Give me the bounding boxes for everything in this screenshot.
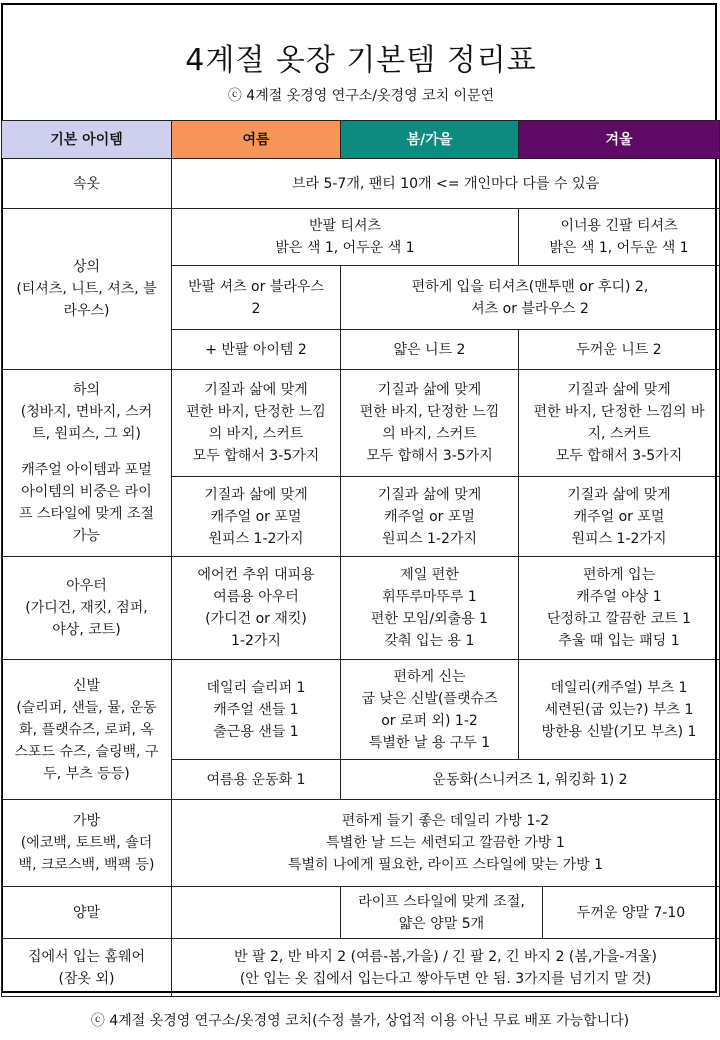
header-row xyxy=(2,121,720,159)
outer-label: 아우터 (가디건, 재킷, 점퍼, 야상, 코트) xyxy=(2,557,172,660)
outer-summer: 에어컨 추위 대피용 여름용 아우터 (가디건 or 재킷) 1-2가지 xyxy=(172,557,341,660)
underwear-content: 브라 5-7개, 팬티 10개 <= 개인마다 다를 수 있음 xyxy=(172,159,720,209)
row-bottoms-1 xyxy=(2,370,720,477)
socks-spring-fall: 라이프 스타일에 맞게 조절, 얇은 양말 5개 xyxy=(341,887,543,939)
page-title: 4계절 옷장 기본템 정리표 xyxy=(185,43,537,78)
shoes-sneakers: 운동화(스니커즈 1, 워킹화 1) 2 xyxy=(341,760,720,800)
wardrobe-table xyxy=(1,120,720,997)
tops-summer-shirt: 반팔 셔츠 or 블라우스 2 xyxy=(172,266,341,330)
homewear-content: 반 팔 2, 반 바지 2 (여름-봄,가을) / 긴 팔 2, 긴 바지 2 (봄,가을-겨울) (안 입는 옷 집에서 입는다고 쌓아두면 안 됨. 3가지를 넘기지 말 것) xyxy=(172,939,720,997)
shoes-spring-fall: 편하게 신는 굽 낮은 신발(플랫슈즈 or 로퍼 외) 1-2 특별한 날 용 구두 1 xyxy=(341,660,519,760)
page-subtitle: ⓒ 4계절 옷경영 연구소/옷경영 코치 이문연 xyxy=(227,88,495,104)
socks-label: 양말 xyxy=(2,887,172,939)
chart-frame xyxy=(1,3,717,993)
socks-summer xyxy=(172,887,341,939)
header-summer: 여름 xyxy=(172,121,341,159)
socks-winter: 두꺼운 양말 7-10 xyxy=(543,887,720,939)
row-homewear xyxy=(2,939,720,997)
tops-inner-long-tee: 이너용 긴팔 티셔츠 밝은 색 1, 어두운 색 1 xyxy=(519,209,720,266)
row-bags xyxy=(2,800,720,887)
underwear-label: 속옷 xyxy=(2,159,172,209)
tops-comfortable-tee: 편하게 입을 티셔츠(맨투맨 or 후디) 2, 셔츠 or 블라우스 2 xyxy=(341,266,720,330)
row-socks xyxy=(2,887,720,939)
outer-winter: 편하게 입는 캐주얼 야상 1 단정하고 깔끔한 코트 1 추울 때 입는 패딩 1 xyxy=(519,557,720,660)
row-underwear xyxy=(2,159,720,209)
tops-summer-extra: + 반팔 아이템 2 xyxy=(172,330,341,370)
tops-label: 상의 (티셔츠, 니트, 셔츠, 블 라우스) xyxy=(2,209,172,370)
row-outer xyxy=(2,557,720,660)
homewear-label: 집에서 입는 홈웨어 (잠옷 외) xyxy=(2,939,172,997)
tops-short-sleeve-tee: 반팔 티셔츠 밝은 색 1, 어두운 색 1 xyxy=(172,209,519,266)
header-basic: 기본 아이템 xyxy=(2,121,172,159)
bags-label: 가방 (에코백, 토트백, 숄더 백, 크로스백, 백팩 등) xyxy=(2,800,172,887)
bottoms-summer-pants: 기질과 삶에 맞게 편한 바지, 단정한 느낌 의 바지, 스커트 모두 합해서 3-5가지 xyxy=(172,370,341,477)
tops-thin-knit: 얇은 니트 2 xyxy=(341,330,519,370)
row-tops-1 xyxy=(2,209,720,266)
bottoms-label: 하의 (청바지, 면바지, 스커 트, 원피스, 그 외) 캐주얼 아이템과 포멀 아이템의 비중은 라이 프 스타일에 맞게 조절 가능 xyxy=(2,370,172,557)
header-spring-fall: 봄/가을 xyxy=(341,121,519,159)
bottoms-winter-dress: 기질과 삶에 맞게 캐주얼 or 포멀 원피스 1-2가지 xyxy=(519,477,720,557)
footer-credit: ⓒ 4계절 옷경영 연구소/옷경영 코치(수정 불가, 상업적 이용 아닌 무료 배포 가능합니다) xyxy=(90,1013,630,1029)
shoes-summer: 데일리 슬리퍼 1 캐주얼 샌들 1 출근용 샌들 1 xyxy=(172,660,341,760)
bags-content: 편하게 들기 좋은 데일리 가방 1-2 특별한 날 드는 세련되고 깔끔한 가방 1 특별히 나에게 필요한, 라이프 스타일에 맞는 가방 1 xyxy=(172,800,720,887)
row-shoes-1 xyxy=(2,660,720,760)
bottoms-spring-dress: 기질과 삶에 맞게 캐주얼 or 포멀 원피스 1-2가지 xyxy=(341,477,519,557)
header-winter: 겨울 xyxy=(519,121,720,159)
shoes-label: 신발 (슬리퍼, 샌들, 뮬, 운동 화, 플랫슈즈, 로퍼, 옥 스포드 슈즈, 슬링백, 구 두, 부츠 등등) xyxy=(2,660,172,800)
outer-spring-fall: 제일 편한 휘뚜루마뚜루 1 편한 모임/외출용 1 갖춰 입는 용 1 xyxy=(341,557,519,660)
bottoms-spring-pants: 기질과 삶에 맞게 편한 바지, 단정한 느낌 의 바지, 스커트 모두 합해서 3-5가지 xyxy=(341,370,519,477)
bottoms-summer-dress: 기질과 삶에 맞게 캐주얼 or 포멀 원피스 1-2가지 xyxy=(172,477,341,557)
bottoms-winter-pants: 기질과 삶에 맞게 편한 바지, 단정한 느낌의 바 지, 스커트 모두 합해서 3-5가지 xyxy=(519,370,720,477)
tops-thick-knit: 두꺼운 니트 2 xyxy=(519,330,720,370)
shoes-summer-sneakers: 여름용 운동화 1 xyxy=(172,760,341,800)
shoes-winter: 데일리(캐주얼) 부츠 1 세련된(굽 있는?) 부츠 1 방한용 신발(기모 부츠) 1 xyxy=(519,660,720,760)
